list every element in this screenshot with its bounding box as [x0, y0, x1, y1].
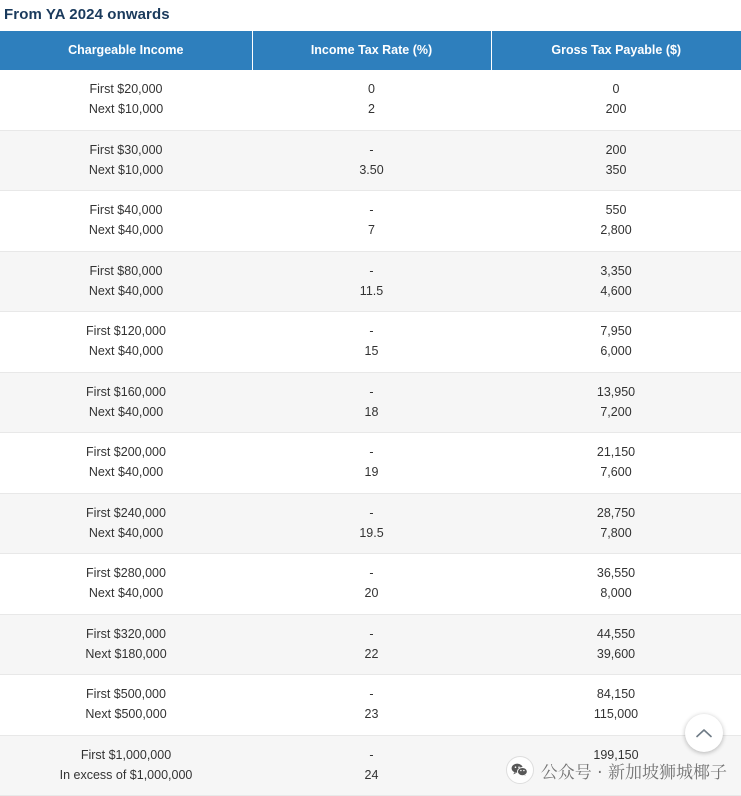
cell-chargeable-income-line: Next $180,000 — [85, 646, 167, 661]
cell-income-tax-rate-line: 11.5 — [359, 283, 384, 298]
cell-income-tax-rate-line: 7 — [368, 223, 375, 238]
cell-chargeable-income-line: First $200,000 — [86, 445, 166, 459]
cell-gross-tax-payable-line: 7,800 — [600, 525, 632, 540]
cell-income-tax-rate-line: - — [369, 203, 374, 217]
cell-chargeable-income — [0, 130, 252, 191]
cell-gross-tax-payable-line: 36,550 — [596, 566, 636, 580]
chevron-up-icon — [696, 728, 712, 738]
cell-chargeable-income-line: Next $40,000 — [88, 223, 164, 238]
cell-income-tax-rate — [252, 70, 491, 130]
cell-gross-tax-payable-line: 84,150 — [596, 687, 636, 701]
cell-gross-tax-payable-line: 13,950 — [596, 384, 636, 399]
cell-income-tax-rate-line: 19 — [364, 465, 379, 480]
cell-income-tax-rate — [252, 251, 491, 312]
table-row — [0, 554, 741, 615]
cell-gross-tax-payable-line: 550 — [605, 203, 627, 217]
page-title: From YA 2024 onwards — [4, 6, 170, 23]
cell-gross-tax-payable-line: 0 — [612, 82, 620, 96]
cell-chargeable-income-line: First $320,000 — [86, 626, 166, 641]
table-row — [0, 493, 741, 554]
cell-gross-tax-payable — [491, 554, 741, 615]
cell-gross-tax-payable-line: 44,550 — [596, 626, 636, 641]
cell-gross-tax-payable — [491, 191, 741, 252]
cell-gross-tax-payable-line: 7,200 — [600, 404, 632, 419]
cell-chargeable-income-line: First $20,000 — [89, 82, 163, 96]
cell-income-tax-rate-line: - — [369, 142, 374, 157]
column-header-gross-tax-payable: Gross Tax Payable ($) — [491, 31, 741, 70]
cell-chargeable-income — [0, 312, 252, 373]
cell-chargeable-income-line: In excess of $1,000,000 — [59, 767, 193, 782]
cell-gross-tax-payable — [491, 70, 741, 130]
cell-income-tax-rate — [252, 554, 491, 615]
cell-income-tax-rate-line: - — [369, 747, 374, 762]
cell-gross-tax-payable-line: 4,600 — [600, 283, 632, 298]
cell-chargeable-income-line: First $1,000,000 — [80, 747, 172, 762]
cell-chargeable-income-line: First $500,000 — [86, 687, 166, 701]
table-row — [0, 130, 741, 191]
cell-chargeable-income — [0, 675, 252, 736]
cell-income-tax-rate-line: 3.50 — [359, 162, 384, 177]
watermark-text: 公众号 · 新加坡狮城椰子 — [540, 762, 727, 783]
scroll-to-top-button[interactable] — [685, 714, 723, 752]
cell-chargeable-income-line: Next $40,000 — [88, 283, 164, 298]
cell-chargeable-income — [0, 372, 252, 433]
cell-income-tax-rate — [252, 675, 491, 736]
table-body — [0, 70, 741, 796]
wechat-icon — [506, 756, 534, 784]
cell-chargeable-income — [0, 735, 252, 796]
cell-gross-tax-payable-line: 115,000 — [593, 707, 639, 722]
table-row — [0, 614, 741, 675]
cell-chargeable-income-line: First $280,000 — [86, 566, 166, 580]
cell-chargeable-income-line: Next $40,000 — [88, 344, 164, 359]
table-row — [0, 675, 741, 736]
watermark — [506, 756, 727, 784]
cell-gross-tax-payable — [491, 493, 741, 554]
cell-income-tax-rate — [252, 130, 491, 191]
table-row — [0, 191, 741, 252]
cell-chargeable-income-line: Next $40,000 — [88, 525, 164, 540]
table-row — [0, 433, 741, 494]
cell-chargeable-income — [0, 251, 252, 312]
cell-gross-tax-payable-line: 199,150 — [593, 747, 639, 762]
cell-chargeable-income-line: First $120,000 — [86, 324, 166, 338]
cell-chargeable-income-line: Next $40,000 — [88, 404, 164, 419]
cell-chargeable-income — [0, 191, 252, 252]
cell-chargeable-income-line: First $240,000 — [86, 505, 166, 520]
cell-income-tax-rate — [252, 433, 491, 494]
income-tax-rate-table — [0, 31, 741, 796]
cell-gross-tax-payable-line: 28,750 — [596, 505, 636, 520]
cell-gross-tax-payable-line: 21,150 — [596, 445, 636, 459]
cell-income-tax-rate-line: - — [369, 505, 374, 520]
cell-income-tax-rate-line: 24 — [364, 767, 379, 782]
cell-chargeable-income-line: First $30,000 — [89, 142, 163, 157]
cell-gross-tax-payable-line: 350 — [605, 162, 627, 177]
table-row — [0, 251, 741, 312]
cell-income-tax-rate — [252, 735, 491, 796]
cell-gross-tax-payable — [491, 614, 741, 675]
cell-chargeable-income — [0, 433, 252, 494]
cell-gross-tax-payable-line: 7,600 — [600, 465, 632, 480]
cell-chargeable-income-line: First $160,000 — [86, 384, 166, 399]
table-row — [0, 312, 741, 373]
table-header-row — [0, 31, 741, 70]
column-header-chargeable-income: Chargeable Income — [0, 31, 252, 70]
cell-income-tax-rate-line: 23 — [364, 707, 379, 722]
cell-gross-tax-payable-line: 3,350 — [600, 263, 632, 278]
cell-income-tax-rate-line: 22 — [364, 646, 379, 661]
cell-chargeable-income — [0, 70, 252, 130]
cell-chargeable-income-line: First $40,000 — [89, 203, 163, 217]
cell-gross-tax-payable — [491, 312, 741, 373]
cell-chargeable-income-line: Next $10,000 — [88, 162, 164, 177]
cell-income-tax-rate — [252, 372, 491, 433]
cell-income-tax-rate-line: - — [369, 687, 374, 701]
column-header-income-tax-rate: Income Tax Rate (%) — [252, 31, 491, 70]
cell-income-tax-rate-line: 18 — [364, 404, 379, 419]
table-row — [0, 372, 741, 433]
cell-chargeable-income-line: Next $40,000 — [88, 586, 164, 601]
cell-gross-tax-payable — [491, 251, 741, 312]
cell-income-tax-rate-line: 15 — [364, 344, 379, 359]
cell-chargeable-income — [0, 554, 252, 615]
cell-chargeable-income-line: First $80,000 — [89, 263, 163, 278]
cell-gross-tax-payable-line: 200 — [605, 142, 627, 157]
cell-income-tax-rate-line: 2 — [368, 102, 375, 117]
cell-gross-tax-payable — [491, 130, 741, 191]
cell-income-tax-rate-line: 19.5 — [359, 525, 384, 540]
cell-income-tax-rate-line: - — [369, 626, 374, 641]
cell-income-tax-rate-line: - — [369, 324, 374, 338]
cell-income-tax-rate — [252, 312, 491, 373]
cell-chargeable-income-line: Next $500,000 — [85, 707, 167, 722]
cell-income-tax-rate — [252, 493, 491, 554]
cell-income-tax-rate — [252, 614, 491, 675]
cell-gross-tax-payable — [491, 433, 741, 494]
cell-gross-tax-payable — [491, 372, 741, 433]
cell-income-tax-rate-line: - — [369, 263, 374, 278]
cell-income-tax-rate-line: - — [369, 384, 374, 399]
table-row — [0, 70, 741, 130]
cell-chargeable-income-line: Next $40,000 — [88, 465, 164, 480]
cell-gross-tax-payable-line: 7,950 — [600, 324, 632, 338]
cell-gross-tax-payable-line: 6,000 — [600, 344, 632, 359]
cell-gross-tax-payable-line: 39,600 — [596, 646, 636, 661]
cell-gross-tax-payable-line: 200 — [605, 102, 627, 117]
cell-income-tax-rate-line: 0 — [368, 82, 375, 96]
cell-chargeable-income — [0, 493, 252, 554]
cell-income-tax-rate-line: 20 — [364, 586, 379, 601]
table-header — [0, 31, 741, 70]
cell-chargeable-income — [0, 614, 252, 675]
cell-income-tax-rate-line: - — [369, 566, 374, 580]
cell-income-tax-rate — [252, 191, 491, 252]
cell-gross-tax-payable-line: 8,000 — [600, 586, 632, 601]
cell-income-tax-rate-line: - — [369, 445, 374, 459]
cell-chargeable-income-line: Next $10,000 — [88, 102, 164, 117]
cell-gross-tax-payable-line: 2,800 — [600, 223, 632, 238]
